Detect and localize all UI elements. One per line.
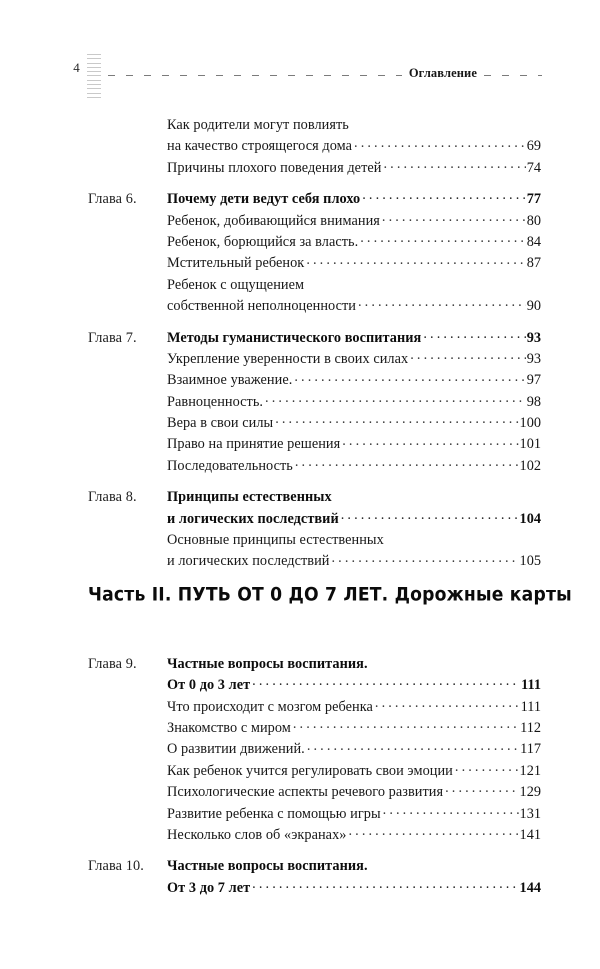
- toc-section-row[interactable]: [0, 347, 600, 368]
- toc-entry: [167, 156, 541, 177]
- toc-page-number: 84: [526, 233, 541, 250]
- part-heading: Часть II. ПУТЬ ОТ 0 ДО 7 ЛЕТ. Дорожные карты: [88, 584, 572, 606]
- chapter-label: Глава 8.: [88, 489, 137, 506]
- dot-leader: [423, 326, 525, 342]
- dot-leader: [370, 854, 540, 870]
- toc-chapter-row[interactable]: [0, 326, 600, 347]
- toc-entry: [167, 507, 541, 528]
- toc-entry: [167, 347, 541, 368]
- toc-section-row[interactable]: [0, 251, 600, 272]
- toc-entry-title: Знакомство с миром: [167, 719, 291, 736]
- toc-page-number: 141: [519, 826, 541, 843]
- dot-leader: [265, 390, 526, 406]
- toc-section-row[interactable]: [0, 823, 600, 844]
- toc-section-row[interactable]: [0, 273, 600, 294]
- toc-entry-title: О развитии движений.: [167, 741, 305, 758]
- toc-page-number: 144: [519, 879, 541, 896]
- comb-line: [87, 88, 101, 89]
- toc-entry: [167, 673, 541, 694]
- dot-leader: [341, 507, 519, 523]
- toc-chapter-row[interactable]: [0, 854, 600, 875]
- toc-entry: [167, 390, 541, 411]
- toc-entry-title: собственной неполноценности: [167, 298, 356, 315]
- dot-leader: [360, 230, 525, 246]
- toc-entry-title: Причины плохого поведения детей: [167, 159, 382, 176]
- chapter-label: Глава 10.: [88, 858, 144, 875]
- toc-entry: [167, 652, 541, 673]
- toc-section-row[interactable]: [0, 759, 600, 780]
- toc-section-row[interactable]: [0, 113, 600, 134]
- toc-entry-title: Развитие ребенка с помощью игры: [167, 805, 381, 822]
- dot-leader: [294, 368, 525, 384]
- dot-leader: [410, 347, 525, 363]
- running-head-title: Оглавление: [408, 66, 477, 80]
- dot-leader: [362, 187, 525, 203]
- toc-page-number: 93: [526, 329, 541, 346]
- toc-entry: [167, 485, 541, 506]
- toc-entry-title: Ребенок, борющийся за власть.: [167, 233, 359, 250]
- toc-entry-title: Несколько слов об «экранах»: [167, 826, 347, 843]
- chapter-label: Глава 9.: [88, 655, 137, 672]
- toc-section-row[interactable]: [0, 230, 600, 251]
- comb-line: [87, 63, 101, 64]
- chapter-label: Глава 6.: [88, 191, 137, 208]
- toc-entry-title: на качество строящегося дома: [167, 138, 353, 155]
- comb-line: [87, 58, 101, 59]
- toc-section-row[interactable]: [0, 134, 600, 155]
- toc-page-number: 101: [519, 436, 541, 453]
- toc-entry-title: Основные принципы естественных: [167, 532, 384, 549]
- toc-page-number: 87: [526, 255, 541, 272]
- toc-page-number: 80: [526, 212, 541, 229]
- toc-entry-title: Как родители могут повлиять: [167, 117, 349, 133]
- dot-leader: [455, 759, 519, 775]
- toc-section-row[interactable]: [0, 368, 600, 389]
- dot-leader: [252, 673, 520, 689]
- dot-leader: [275, 411, 518, 427]
- toc-page-number: 98: [526, 393, 541, 410]
- dashed-rule-right: [484, 75, 542, 76]
- toc-entry: [167, 432, 541, 453]
- dot-leader: [307, 737, 519, 753]
- toc-entry: [167, 294, 541, 315]
- toc-chapter-row[interactable]: [0, 507, 600, 528]
- toc-entry: [167, 780, 541, 801]
- dot-leader: [370, 652, 540, 668]
- dot-leader: [293, 716, 519, 732]
- toc-page-number: 131: [519, 805, 541, 822]
- toc-entry: [167, 209, 541, 230]
- dot-leader: [383, 802, 519, 818]
- table-of-contents: [0, 113, 600, 897]
- toc-chapter-row[interactable]: [0, 876, 600, 897]
- toc-section-row[interactable]: [0, 411, 600, 432]
- block-gap: [0, 642, 600, 652]
- dot-leader: [354, 134, 526, 150]
- toc-entry: [167, 326, 541, 347]
- toc-entry-title: Психологические аспекты речевого развития: [167, 784, 444, 801]
- toc-entry-title: Мстительный ребенок: [167, 255, 305, 272]
- chapter-label: Глава 7.: [88, 329, 137, 346]
- toc-chapter-row[interactable]: [0, 485, 600, 506]
- toc-entry: [167, 454, 541, 475]
- comb-line: [87, 67, 101, 68]
- toc-entry: [167, 823, 541, 844]
- toc-page-number: 93: [526, 350, 541, 367]
- toc-entry-title: Ребенок с ощущением: [167, 276, 305, 293]
- running-head-rule: [108, 66, 542, 80]
- toc-entry: [167, 368, 541, 389]
- toc-chapter-row[interactable]: [0, 673, 600, 694]
- block-gap: [0, 844, 600, 854]
- toc-page-number: 111: [520, 698, 541, 715]
- dot-leader: [342, 432, 518, 448]
- toc-page-number: 111: [521, 677, 541, 694]
- toc-page-number: 112: [520, 719, 541, 736]
- block-gap: [0, 177, 600, 187]
- toc-page-number: 121: [519, 762, 541, 779]
- dot-leader: [351, 113, 540, 129]
- toc-page-number: 117: [520, 741, 541, 758]
- part-heading-space: [0, 571, 600, 642]
- toc-entry: [167, 251, 541, 272]
- toc-entry: [167, 273, 541, 294]
- toc-page-number: 97: [526, 372, 541, 389]
- running-head: [0, 56, 600, 86]
- toc-section-row[interactable]: [0, 390, 600, 411]
- toc-entry-title: Вера в свои силы: [167, 415, 274, 432]
- toc-entry: [167, 528, 541, 549]
- decorative-comb-lines: [87, 54, 101, 98]
- toc-entry-title: Ребенок, добивающийся внимания: [167, 212, 380, 229]
- dot-leader: [332, 549, 519, 565]
- toc-page-number: 77: [526, 191, 541, 208]
- dot-leader: [295, 454, 519, 470]
- toc-page-number: 100: [519, 415, 541, 432]
- block-gap: [0, 475, 600, 485]
- toc-entry-title: Взаимное уважение.: [167, 372, 293, 389]
- toc-entry: [167, 187, 541, 208]
- toc-section-row[interactable]: [0, 454, 600, 475]
- dot-leader: [252, 876, 518, 892]
- toc-page-number: 104: [519, 510, 541, 527]
- toc-entry-title: и логических последствий: [167, 510, 339, 527]
- toc-section-row[interactable]: [0, 549, 600, 570]
- dot-leader: [383, 156, 525, 172]
- dot-leader: [348, 823, 518, 839]
- toc-section-row[interactable]: [0, 294, 600, 315]
- toc-entry-title: Частные вопросы воспитания.: [167, 655, 368, 672]
- toc-entry: [167, 716, 541, 737]
- block-gap: [0, 316, 600, 326]
- toc-entry-title: Право на принятие решения: [167, 436, 341, 453]
- toc-entry: [167, 854, 541, 875]
- toc-entry-title: и логических последствий: [167, 553, 330, 570]
- comb-line: [87, 84, 101, 85]
- toc-entry-title: От 0 до 3 лет: [167, 677, 251, 694]
- dot-leader: [382, 209, 526, 225]
- toc-entry-title: Методы гуманистического воспитания: [167, 329, 422, 346]
- toc-entry: [167, 411, 541, 432]
- comb-line: [87, 93, 101, 94]
- toc-entry-title: От 3 до 7 лет: [167, 879, 251, 896]
- toc-chapter-row[interactable]: [0, 652, 600, 673]
- toc-section-row[interactable]: [0, 802, 600, 823]
- toc-section-row[interactable]: [0, 695, 600, 716]
- comb-line: [87, 97, 101, 98]
- toc-page-number: 90: [526, 298, 541, 315]
- toc-section-row[interactable]: [0, 716, 600, 737]
- dot-leader: [358, 294, 526, 310]
- comb-line: [87, 75, 101, 76]
- toc-entry-title: Почему дети ведут себя плохо: [167, 191, 361, 208]
- toc-chapter-row[interactable]: [0, 187, 600, 208]
- dot-leader: [334, 485, 540, 501]
- toc-entry: [167, 230, 541, 251]
- dot-leader: [306, 251, 525, 267]
- toc-entry: [167, 876, 541, 897]
- toc-section-row[interactable]: [0, 156, 600, 177]
- dashed-rule-left: [108, 75, 402, 76]
- toc-page-number: 74: [526, 159, 541, 176]
- dot-leader: [306, 273, 540, 289]
- toc-entry: [167, 134, 541, 155]
- comb-line: [87, 80, 101, 81]
- dot-leader: [445, 780, 518, 796]
- toc-page-number: 105: [519, 553, 541, 570]
- toc-entry-title: Принципы естественных: [167, 489, 332, 506]
- toc-section-row[interactable]: [0, 432, 600, 453]
- toc-page-number: 102: [519, 457, 541, 474]
- toc-page-number: 129: [519, 784, 541, 801]
- toc-page-number: 69: [526, 138, 541, 155]
- toc-section-row[interactable]: [0, 780, 600, 801]
- toc-entry: [167, 549, 541, 570]
- page-number: 4: [73, 60, 80, 75]
- toc-entry-title: Что происходит с мозгом ребенка: [167, 698, 373, 715]
- toc-entry: [167, 802, 541, 823]
- dot-leader: [386, 528, 540, 544]
- toc-entry-title: Укрепление уверенности в своих силах: [167, 350, 409, 367]
- comb-line: [87, 71, 101, 72]
- toc-entry-title: Частные вопросы воспитания.: [167, 858, 368, 875]
- toc-entry-title: Равноценность.: [167, 393, 264, 410]
- toc-section-row[interactable]: [0, 737, 600, 758]
- toc-entry-title: Как ребенок учится регулировать свои эмоции: [167, 762, 453, 779]
- toc-section-row[interactable]: [0, 209, 600, 230]
- toc-entry-title: Последовательность: [167, 457, 293, 474]
- toc-section-row[interactable]: [0, 528, 600, 549]
- toc-entry: [167, 759, 541, 780]
- toc-entry: [167, 737, 541, 758]
- dot-leader: [375, 695, 520, 711]
- toc-entry: [167, 695, 541, 716]
- toc-entry: [167, 113, 541, 134]
- comb-line: [87, 54, 101, 55]
